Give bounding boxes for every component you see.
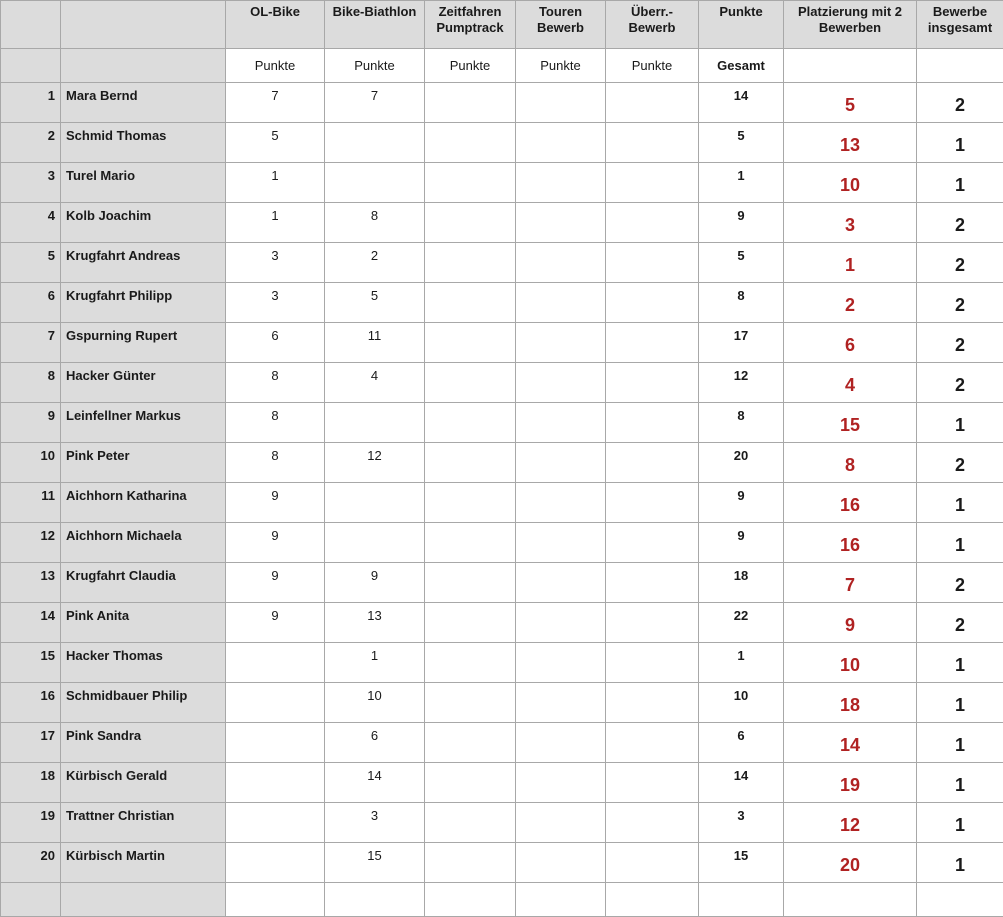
total-points: 17 bbox=[699, 323, 784, 363]
bike-biathlon-points: 4 bbox=[325, 363, 425, 403]
ol-bike-points bbox=[226, 843, 325, 883]
row-number: 14 bbox=[1, 603, 61, 643]
placement: 4 bbox=[784, 363, 917, 403]
touren-points bbox=[516, 83, 606, 123]
row-number: 9 bbox=[1, 403, 61, 443]
ueberr-points bbox=[606, 603, 699, 643]
row-number: 1 bbox=[1, 83, 61, 123]
ueberr-points bbox=[606, 203, 699, 243]
total-points: 10 bbox=[699, 683, 784, 723]
placement: 2 bbox=[784, 283, 917, 323]
table-row bbox=[1, 163, 1003, 203]
ueberr-points bbox=[606, 243, 699, 283]
table-row bbox=[1, 123, 1003, 163]
ol-bike-points: 9 bbox=[226, 483, 325, 523]
header-punkte: Punkte bbox=[699, 1, 784, 49]
placement: 18 bbox=[784, 683, 917, 723]
touren-points bbox=[516, 483, 606, 523]
table-row bbox=[1, 83, 1003, 123]
touren-points bbox=[516, 323, 606, 363]
ol-bike-points bbox=[226, 803, 325, 843]
empty-cell bbox=[917, 883, 1003, 917]
row-number: 13 bbox=[1, 563, 61, 603]
total-points: 1 bbox=[699, 643, 784, 683]
ol-bike-points: 9 bbox=[226, 563, 325, 603]
ol-bike-points: 7 bbox=[226, 83, 325, 123]
total-points: 9 bbox=[699, 523, 784, 563]
event-count: 2 bbox=[917, 443, 1003, 483]
event-count: 2 bbox=[917, 603, 1003, 643]
ueberr-points bbox=[606, 83, 699, 123]
bike-biathlon-points: 11 bbox=[325, 323, 425, 363]
row-number: 15 bbox=[1, 643, 61, 683]
row-number: 16 bbox=[1, 683, 61, 723]
table-row bbox=[1, 683, 1003, 723]
event-count: 1 bbox=[917, 123, 1003, 163]
touren-points bbox=[516, 243, 606, 283]
ol-bike-points: 9 bbox=[226, 603, 325, 643]
zeitfahren-points bbox=[425, 243, 516, 283]
touren-points bbox=[516, 723, 606, 763]
event-count: 2 bbox=[917, 203, 1003, 243]
participant-name: Kürbisch Martin bbox=[61, 843, 226, 883]
subheader-row bbox=[1, 49, 1003, 83]
bike-biathlon-points: 10 bbox=[325, 683, 425, 723]
event-count: 1 bbox=[917, 403, 1003, 443]
subheader-cell: Punkte bbox=[425, 49, 516, 83]
table-row bbox=[1, 443, 1003, 483]
ol-bike-points: 8 bbox=[226, 403, 325, 443]
bike-biathlon-points: 5 bbox=[325, 283, 425, 323]
event-count: 2 bbox=[917, 363, 1003, 403]
subheader-cell: Punkte bbox=[226, 49, 325, 83]
ueberr-points bbox=[606, 123, 699, 163]
ol-bike-points: 3 bbox=[226, 283, 325, 323]
table-row bbox=[1, 403, 1003, 443]
subheader-cell bbox=[61, 49, 226, 83]
participant-name: Pink Sandra bbox=[61, 723, 226, 763]
bike-biathlon-points: 2 bbox=[325, 243, 425, 283]
header-row bbox=[1, 1, 1003, 49]
touren-points bbox=[516, 523, 606, 563]
subheader-cell bbox=[1, 49, 61, 83]
event-count: 1 bbox=[917, 483, 1003, 523]
empty-cell bbox=[784, 883, 917, 917]
participant-name: Hacker Günter bbox=[61, 363, 226, 403]
participant-name: Pink Peter bbox=[61, 443, 226, 483]
bike-biathlon-points: 3 bbox=[325, 803, 425, 843]
ueberr-points bbox=[606, 483, 699, 523]
event-count: 1 bbox=[917, 163, 1003, 203]
row-number: 18 bbox=[1, 763, 61, 803]
row-number: 5 bbox=[1, 243, 61, 283]
row-number: 7 bbox=[1, 323, 61, 363]
ueberr-points bbox=[606, 843, 699, 883]
participant-name: Schmid Thomas bbox=[61, 123, 226, 163]
subheader-cell: Punkte bbox=[516, 49, 606, 83]
ol-bike-points: 8 bbox=[226, 363, 325, 403]
touren-points bbox=[516, 563, 606, 603]
touren-points bbox=[516, 443, 606, 483]
empty-cell bbox=[425, 883, 516, 917]
row-number: 8 bbox=[1, 363, 61, 403]
table-row bbox=[1, 363, 1003, 403]
header-bike-biathlon: Bike-Biathlon bbox=[325, 1, 425, 49]
bike-biathlon-points bbox=[325, 123, 425, 163]
total-points: 5 bbox=[699, 123, 784, 163]
header-ol-bike: OL-Bike bbox=[226, 1, 325, 49]
event-count: 2 bbox=[917, 323, 1003, 363]
event-count: 1 bbox=[917, 803, 1003, 843]
ol-bike-points bbox=[226, 683, 325, 723]
row-number: 11 bbox=[1, 483, 61, 523]
event-count: 1 bbox=[917, 523, 1003, 563]
ueberr-points bbox=[606, 803, 699, 843]
empty-cell bbox=[1, 883, 61, 917]
touren-points bbox=[516, 683, 606, 723]
placement: 10 bbox=[784, 163, 917, 203]
empty-cell bbox=[226, 883, 325, 917]
placement: 20 bbox=[784, 843, 917, 883]
total-points: 3 bbox=[699, 803, 784, 843]
row-number: 2 bbox=[1, 123, 61, 163]
table-row bbox=[1, 803, 1003, 843]
empty-cell bbox=[325, 883, 425, 917]
ol-bike-points bbox=[226, 723, 325, 763]
ol-bike-points: 9 bbox=[226, 523, 325, 563]
ueberr-points bbox=[606, 643, 699, 683]
header-bewerbe: Bewerbe insgesamt bbox=[917, 1, 1003, 49]
bike-biathlon-points bbox=[325, 403, 425, 443]
zeitfahren-points bbox=[425, 123, 516, 163]
row-number: 6 bbox=[1, 283, 61, 323]
zeitfahren-points bbox=[425, 443, 516, 483]
placement: 5 bbox=[784, 83, 917, 123]
participant-name: Hacker Thomas bbox=[61, 643, 226, 683]
touren-points bbox=[516, 843, 606, 883]
zeitfahren-points bbox=[425, 363, 516, 403]
zeitfahren-points bbox=[425, 763, 516, 803]
zeitfahren-points bbox=[425, 843, 516, 883]
header-touren: Touren Bewerb bbox=[516, 1, 606, 49]
zeitfahren-points bbox=[425, 323, 516, 363]
table-row bbox=[1, 283, 1003, 323]
participant-name: Krugfahrt Philipp bbox=[61, 283, 226, 323]
ol-bike-points bbox=[226, 763, 325, 803]
ol-bike-points: 1 bbox=[226, 203, 325, 243]
total-points: 14 bbox=[699, 83, 784, 123]
placement: 1 bbox=[784, 243, 917, 283]
table-row bbox=[1, 243, 1003, 283]
table-row bbox=[1, 563, 1003, 603]
participant-name: Leinfellner Markus bbox=[61, 403, 226, 443]
zeitfahren-points bbox=[425, 723, 516, 763]
ueberr-points bbox=[606, 363, 699, 403]
placement: 10 bbox=[784, 643, 917, 683]
subheader-gesamt: Gesamt bbox=[699, 49, 784, 83]
zeitfahren-points bbox=[425, 163, 516, 203]
subheader-cell: Punkte bbox=[325, 49, 425, 83]
zeitfahren-points bbox=[425, 643, 516, 683]
bike-biathlon-points: 14 bbox=[325, 763, 425, 803]
participant-name: Schmidbauer Philip bbox=[61, 683, 226, 723]
participant-name: Pink Anita bbox=[61, 603, 226, 643]
ueberr-points bbox=[606, 163, 699, 203]
ueberr-points bbox=[606, 443, 699, 483]
empty-cell bbox=[61, 883, 226, 917]
total-points: 22 bbox=[699, 603, 784, 643]
touren-points bbox=[516, 403, 606, 443]
touren-points bbox=[516, 603, 606, 643]
ueberr-points bbox=[606, 403, 699, 443]
table-row bbox=[1, 323, 1003, 363]
zeitfahren-points bbox=[425, 563, 516, 603]
total-points: 14 bbox=[699, 763, 784, 803]
placement: 14 bbox=[784, 723, 917, 763]
placement: 15 bbox=[784, 403, 917, 443]
ol-bike-points: 8 bbox=[226, 443, 325, 483]
participant-name: Aichhorn Michaela bbox=[61, 523, 226, 563]
total-points: 18 bbox=[699, 563, 784, 603]
ueberr-points bbox=[606, 763, 699, 803]
table-row bbox=[1, 843, 1003, 883]
row-number: 4 bbox=[1, 203, 61, 243]
event-count: 2 bbox=[917, 563, 1003, 603]
total-points: 9 bbox=[699, 483, 784, 523]
ueberr-points bbox=[606, 683, 699, 723]
empty-row bbox=[1, 883, 1003, 917]
subheader-cell: Punkte bbox=[606, 49, 699, 83]
placement: 8 bbox=[784, 443, 917, 483]
empty-cell bbox=[606, 883, 699, 917]
bike-biathlon-points bbox=[325, 523, 425, 563]
placement: 7 bbox=[784, 563, 917, 603]
placement: 9 bbox=[784, 603, 917, 643]
row-number: 19 bbox=[1, 803, 61, 843]
total-points: 9 bbox=[699, 203, 784, 243]
zeitfahren-points bbox=[425, 803, 516, 843]
touren-points bbox=[516, 283, 606, 323]
event-count: 2 bbox=[917, 243, 1003, 283]
row-number: 3 bbox=[1, 163, 61, 203]
bike-biathlon-points: 1 bbox=[325, 643, 425, 683]
ueberr-points bbox=[606, 523, 699, 563]
event-count: 1 bbox=[917, 843, 1003, 883]
total-points: 8 bbox=[699, 283, 784, 323]
participant-name: Mara Bernd bbox=[61, 83, 226, 123]
table-row bbox=[1, 643, 1003, 683]
ol-bike-points: 1 bbox=[226, 163, 325, 203]
bike-biathlon-points: 7 bbox=[325, 83, 425, 123]
header-cell bbox=[1, 1, 61, 49]
bike-biathlon-points: 15 bbox=[325, 843, 425, 883]
row-number: 10 bbox=[1, 443, 61, 483]
placement: 13 bbox=[784, 123, 917, 163]
zeitfahren-points bbox=[425, 523, 516, 563]
bike-biathlon-points: 8 bbox=[325, 203, 425, 243]
ueberr-points bbox=[606, 323, 699, 363]
zeitfahren-points bbox=[425, 283, 516, 323]
table-row bbox=[1, 203, 1003, 243]
event-count: 1 bbox=[917, 643, 1003, 683]
total-points: 15 bbox=[699, 843, 784, 883]
total-points: 20 bbox=[699, 443, 784, 483]
placement: 16 bbox=[784, 523, 917, 563]
placement: 16 bbox=[784, 483, 917, 523]
participant-name: Aichhorn Katharina bbox=[61, 483, 226, 523]
ueberr-points bbox=[606, 723, 699, 763]
row-number: 17 bbox=[1, 723, 61, 763]
total-points: 8 bbox=[699, 403, 784, 443]
row-number: 20 bbox=[1, 843, 61, 883]
bike-biathlon-points bbox=[325, 483, 425, 523]
total-points: 5 bbox=[699, 243, 784, 283]
empty-cell bbox=[699, 883, 784, 917]
header-platzierung: Platzierung mit 2 Bewerben bbox=[784, 1, 917, 49]
participant-name: Krugfahrt Claudia bbox=[61, 563, 226, 603]
total-points: 6 bbox=[699, 723, 784, 763]
header-zeitfahren: Zeitfahren Pumptrack bbox=[425, 1, 516, 49]
header-cell bbox=[61, 1, 226, 49]
participant-name: Turel Mario bbox=[61, 163, 226, 203]
bike-biathlon-points: 9 bbox=[325, 563, 425, 603]
touren-points bbox=[516, 123, 606, 163]
event-count: 1 bbox=[917, 763, 1003, 803]
empty-cell bbox=[516, 883, 606, 917]
bike-biathlon-points: 12 bbox=[325, 443, 425, 483]
participant-name: Krugfahrt Andreas bbox=[61, 243, 226, 283]
table-row bbox=[1, 603, 1003, 643]
bike-biathlon-points: 6 bbox=[325, 723, 425, 763]
subheader-cell bbox=[784, 49, 917, 83]
participant-name: Kolb Joachim bbox=[61, 203, 226, 243]
subheader-cell bbox=[917, 49, 1003, 83]
event-count: 2 bbox=[917, 83, 1003, 123]
event-count: 1 bbox=[917, 723, 1003, 763]
event-count: 1 bbox=[917, 683, 1003, 723]
header-ueberr: Überr.- Bewerb bbox=[606, 1, 699, 49]
touren-points bbox=[516, 803, 606, 843]
touren-points bbox=[516, 643, 606, 683]
zeitfahren-points bbox=[425, 603, 516, 643]
total-points: 1 bbox=[699, 163, 784, 203]
bike-biathlon-points bbox=[325, 163, 425, 203]
placement: 3 bbox=[784, 203, 917, 243]
total-points: 12 bbox=[699, 363, 784, 403]
participant-name: Kürbisch Gerald bbox=[61, 763, 226, 803]
zeitfahren-points bbox=[425, 483, 516, 523]
placement: 19 bbox=[784, 763, 917, 803]
event-count: 2 bbox=[917, 283, 1003, 323]
ol-bike-points: 6 bbox=[226, 323, 325, 363]
touren-points bbox=[516, 763, 606, 803]
touren-points bbox=[516, 363, 606, 403]
participant-name: Trattner Christian bbox=[61, 803, 226, 843]
ueberr-points bbox=[606, 563, 699, 603]
ueberr-points bbox=[606, 283, 699, 323]
ol-bike-points: 5 bbox=[226, 123, 325, 163]
row-number: 12 bbox=[1, 523, 61, 563]
placement: 12 bbox=[784, 803, 917, 843]
table-row bbox=[1, 483, 1003, 523]
zeitfahren-points bbox=[425, 203, 516, 243]
zeitfahren-points bbox=[425, 83, 516, 123]
table-row bbox=[1, 763, 1003, 803]
touren-points bbox=[516, 163, 606, 203]
ol-bike-points: 3 bbox=[226, 243, 325, 283]
table-row bbox=[1, 523, 1003, 563]
bike-biathlon-points: 13 bbox=[325, 603, 425, 643]
participant-name: Gspurning Rupert bbox=[61, 323, 226, 363]
placement: 6 bbox=[784, 323, 917, 363]
zeitfahren-points bbox=[425, 683, 516, 723]
ol-bike-points bbox=[226, 643, 325, 683]
touren-points bbox=[516, 203, 606, 243]
table-row bbox=[1, 723, 1003, 763]
zeitfahren-points bbox=[425, 403, 516, 443]
